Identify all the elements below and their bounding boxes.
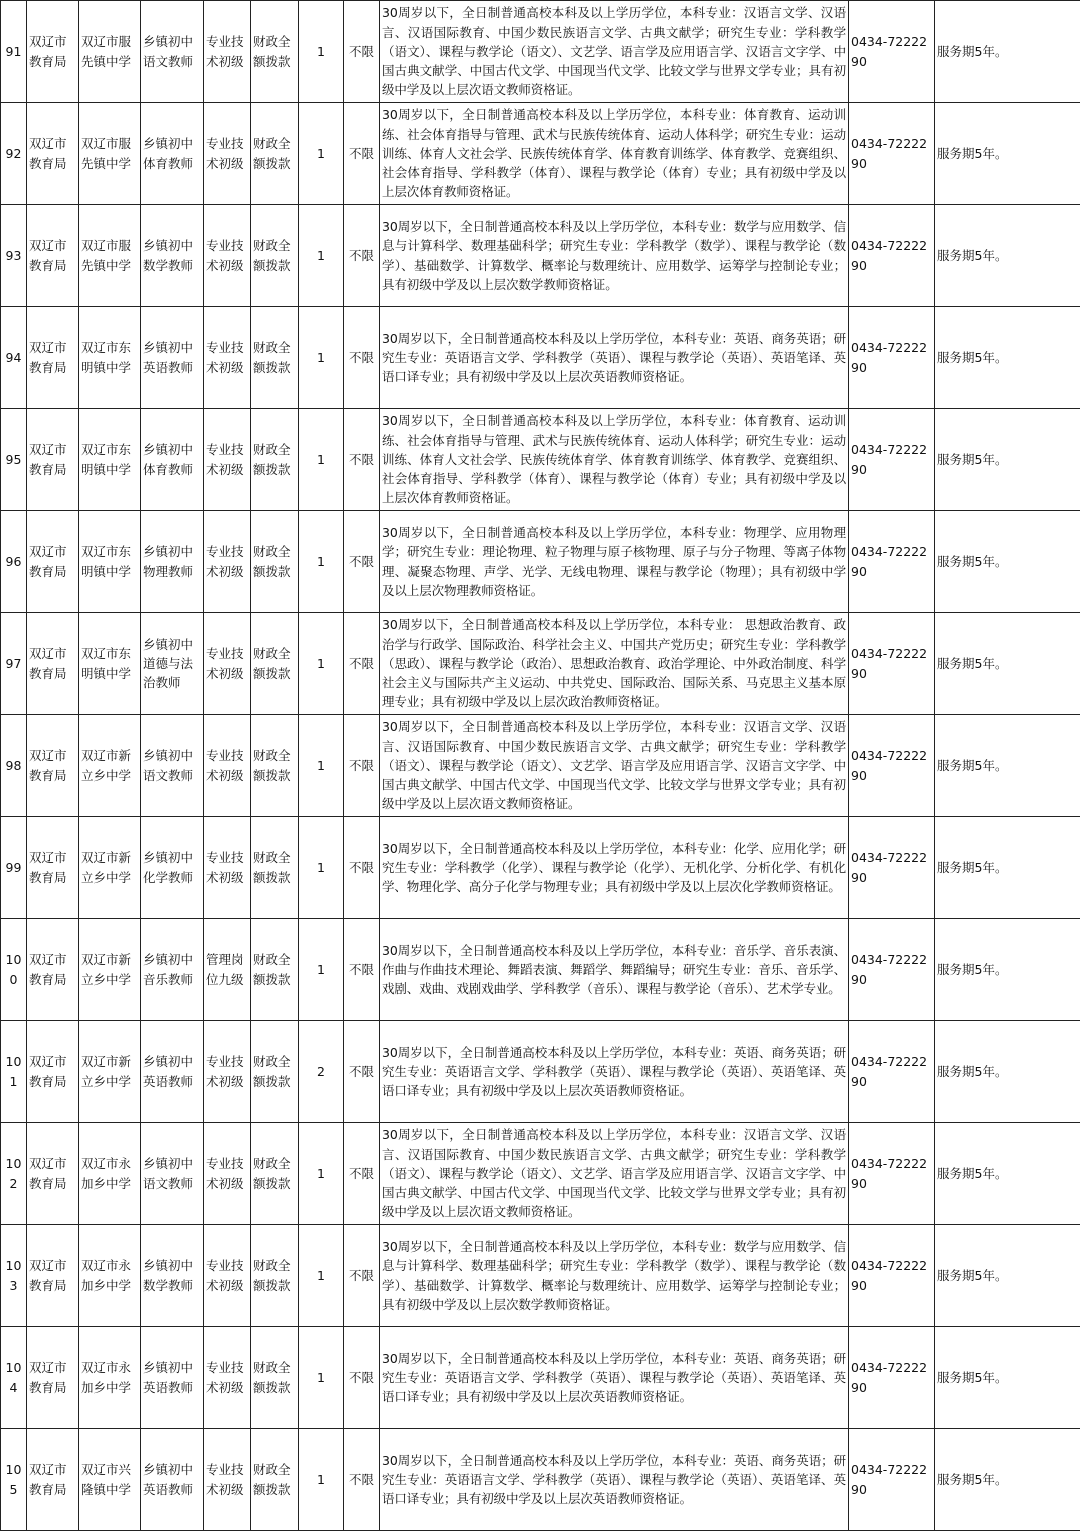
employer-cell: 双辽市东明镇中学 bbox=[79, 511, 141, 613]
department-cell: 双辽市教育局 bbox=[27, 409, 79, 511]
note-cell: 服务期5年。 bbox=[935, 1429, 1080, 1531]
row-number: 91 bbox=[1, 1, 27, 103]
headcount-cell: 1 bbox=[299, 205, 344, 307]
position-cell: 乡镇初中音乐教师 bbox=[141, 919, 204, 1021]
note-cell: 服务期5年。 bbox=[935, 613, 1080, 715]
department-cell: 双辽市教育局 bbox=[27, 919, 79, 1021]
restriction-cell: 不限 bbox=[344, 409, 380, 511]
table-body bbox=[1, 1, 1080, 1531]
restriction-cell: 不限 bbox=[344, 817, 380, 919]
headcount-cell: 1 bbox=[299, 1, 344, 103]
employer-cell: 双辽市东明镇中学 bbox=[79, 307, 141, 409]
phone-cell: 0434-7222290 bbox=[849, 511, 935, 613]
table-row bbox=[1, 1327, 1080, 1429]
position-cell: 乡镇初中物理教师 bbox=[141, 511, 204, 613]
department-cell: 双辽市教育局 bbox=[27, 1429, 79, 1531]
post-level-cell: 专业技术初级 bbox=[204, 511, 251, 613]
department-cell: 双辽市教育局 bbox=[27, 715, 79, 817]
position-cell: 乡镇初中英语教师 bbox=[141, 1429, 204, 1531]
note-cell: 服务期5年。 bbox=[935, 1327, 1080, 1429]
post-level-cell: 专业技术初级 bbox=[204, 1021, 251, 1123]
row-number: 101 bbox=[1, 1021, 27, 1123]
headcount-cell: 1 bbox=[299, 1123, 344, 1225]
table-row bbox=[1, 919, 1080, 1021]
post-level-cell: 专业技术初级 bbox=[204, 1225, 251, 1327]
restriction-cell: 不限 bbox=[344, 103, 380, 205]
position-cell: 乡镇初中英语教师 bbox=[141, 307, 204, 409]
position-cell: 乡镇初中体育教师 bbox=[141, 103, 204, 205]
funding-cell: 财政全额拨款 bbox=[251, 1, 299, 103]
position-cell: 乡镇初中语文教师 bbox=[141, 1123, 204, 1225]
headcount-cell: 1 bbox=[299, 511, 344, 613]
funding-cell: 财政全额拨款 bbox=[251, 307, 299, 409]
phone-cell: 0434-7222290 bbox=[849, 1327, 935, 1429]
requirements-cell: 30周岁以下，全日制普通高校本科及以上学历学位，本科专业：英语、商务英语；研究生专业：英语语言文学、学科教学（英语）、课程与教学论（英语）、英语笔译、英语口译专业；具有初级中学及以上层次英语教师资格证。 bbox=[380, 307, 849, 409]
restriction-cell: 不限 bbox=[344, 1123, 380, 1225]
department-cell: 双辽市教育局 bbox=[27, 511, 79, 613]
position-cell: 乡镇初中道德与法治教师 bbox=[141, 613, 204, 715]
headcount-cell: 1 bbox=[299, 103, 344, 205]
note-cell: 服务期5年。 bbox=[935, 1, 1080, 103]
phone-cell: 0434-7222290 bbox=[849, 613, 935, 715]
requirements-cell: 30周岁以下，全日制普通高校本科及以上学历学位，本科专业：数学与应用数学、信息与计算科学、数理基础科学；研究生专业：学科教学（数学）、课程与教学论（数学）、基础数学、计算数学、概率论与数理统计、应用数学、运筹学与控制论专业；具有初级中学及以上层次数学教师资格证。 bbox=[380, 1225, 849, 1327]
note-cell: 服务期5年。 bbox=[935, 1225, 1080, 1327]
table-row bbox=[1, 613, 1080, 715]
department-cell: 双辽市教育局 bbox=[27, 1327, 79, 1429]
position-cell: 乡镇初中数学教师 bbox=[141, 205, 204, 307]
funding-cell: 财政全额拨款 bbox=[251, 1327, 299, 1429]
headcount-cell: 1 bbox=[299, 1327, 344, 1429]
phone-cell: 0434-7222290 bbox=[849, 919, 935, 1021]
phone-cell: 0434-7222290 bbox=[849, 1021, 935, 1123]
department-cell: 双辽市教育局 bbox=[27, 1225, 79, 1327]
restriction-cell: 不限 bbox=[344, 307, 380, 409]
headcount-cell: 1 bbox=[299, 1429, 344, 1531]
phone-cell: 0434-7222290 bbox=[849, 1225, 935, 1327]
restriction-cell: 不限 bbox=[344, 1225, 380, 1327]
post-level-cell: 专业技术初级 bbox=[204, 205, 251, 307]
employer-cell: 双辽市新立乡中学 bbox=[79, 919, 141, 1021]
table-row bbox=[1, 1225, 1080, 1327]
department-cell: 双辽市教育局 bbox=[27, 205, 79, 307]
post-level-cell: 专业技术初级 bbox=[204, 103, 251, 205]
headcount-cell: 1 bbox=[299, 409, 344, 511]
employer-cell: 双辽市新立乡中学 bbox=[79, 1021, 141, 1123]
funding-cell: 财政全额拨款 bbox=[251, 511, 299, 613]
employer-cell: 双辽市东明镇中学 bbox=[79, 613, 141, 715]
note-cell: 服务期5年。 bbox=[935, 205, 1080, 307]
department-cell: 双辽市教育局 bbox=[27, 613, 79, 715]
note-cell: 服务期5年。 bbox=[935, 817, 1080, 919]
row-number: 95 bbox=[1, 409, 27, 511]
row-number: 104 bbox=[1, 1327, 27, 1429]
requirements-cell: 30周岁以下，全日制普通高校本科及以上学历学位，本科专业：英语、商务英语；研究生专业：英语语言文学、学科教学（英语）、课程与教学论（英语）、英语笔译、英语口译专业；具有初级中学及以上层次英语教师资格证。 bbox=[380, 1021, 849, 1123]
post-level-cell: 专业技术初级 bbox=[204, 817, 251, 919]
employer-cell: 双辽市永加乡中学 bbox=[79, 1327, 141, 1429]
funding-cell: 财政全额拨款 bbox=[251, 409, 299, 511]
phone-cell: 0434-7222290 bbox=[849, 1429, 935, 1531]
post-level-cell: 专业技术初级 bbox=[204, 715, 251, 817]
row-number: 103 bbox=[1, 1225, 27, 1327]
phone-cell: 0434-7222290 bbox=[849, 307, 935, 409]
requirements-cell: 30周岁以下，全日制普通高校本科及以上学历学位，本科专业：体育教育、运动训练、社会体育指导与管理、武术与民族传统体育、运动人体科学；研究生专业：运动训练、体育人文社会学、民族传统体育学、体育教育训练学、体育教学、竞赛组织、社会体育指导、学科教学（体育）、课程与教学论（体育）专业；具有初级中学及以上层次体育教师资格证。 bbox=[380, 409, 849, 511]
table-row bbox=[1, 307, 1080, 409]
employer-cell: 双辽市服先镇中学 bbox=[79, 205, 141, 307]
row-number: 102 bbox=[1, 1123, 27, 1225]
table-row bbox=[1, 715, 1080, 817]
requirements-cell: 30周岁以下，全日制普通高校本科及以上学历学位，本科专业：汉语言文学、汉语言、汉语国际教育、中国少数民族语言文学、古典文献学；研究生专业：学科教学（语文）、课程与教学论（语文）、文艺学、语言学及应用语言学、汉语言文字学、中国古典文献学、中国古代文学、中国现当代文学、比较文学与世界文学专业；具有初级中学及以上层次语文教师资格证。 bbox=[380, 1123, 849, 1225]
funding-cell: 财政全额拨款 bbox=[251, 715, 299, 817]
table-row bbox=[1, 103, 1080, 205]
requirements-cell: 30周岁以下，全日制普通高校本科及以上学历学位，本科专业：物理学、应用物理学；研究生专业：理论物理、粒子物理与原子核物理、原子与分子物理、等离子体物理、凝聚态物理、声学、光学、无线电物理、课程与教学论（物理）；具有初级中学及以上层次物理教师资格证。 bbox=[380, 511, 849, 613]
restriction-cell: 不限 bbox=[344, 1021, 380, 1123]
note-cell: 服务期5年。 bbox=[935, 307, 1080, 409]
note-cell: 服务期5年。 bbox=[935, 1021, 1080, 1123]
employer-cell: 双辽市兴隆镇中学 bbox=[79, 1429, 141, 1531]
row-number: 99 bbox=[1, 817, 27, 919]
note-cell: 服务期5年。 bbox=[935, 409, 1080, 511]
restriction-cell: 不限 bbox=[344, 715, 380, 817]
table-row bbox=[1, 511, 1080, 613]
requirements-cell: 30周岁以下，全日制普通高校本科及以上学历学位，本科专业：化学、应用化学；研究生专业：学科教学（化学）、课程与教学论（化学）、无机化学、分析化学、有机化学、物理化学、高分子化学与物理专业；具有初级中学及以上层次化学教师资格证。 bbox=[380, 817, 849, 919]
department-cell: 双辽市教育局 bbox=[27, 103, 79, 205]
row-number: 100 bbox=[1, 919, 27, 1021]
post-level-cell: 专业技术初级 bbox=[204, 1, 251, 103]
post-level-cell: 专业技术初级 bbox=[204, 1327, 251, 1429]
post-level-cell: 专业技术初级 bbox=[204, 409, 251, 511]
headcount-cell: 1 bbox=[299, 307, 344, 409]
headcount-cell: 1 bbox=[299, 715, 344, 817]
position-cell: 乡镇初中语文教师 bbox=[141, 1, 204, 103]
restriction-cell: 不限 bbox=[344, 511, 380, 613]
post-level-cell: 专业技术初级 bbox=[204, 1123, 251, 1225]
funding-cell: 财政全额拨款 bbox=[251, 919, 299, 1021]
phone-cell: 0434-7222290 bbox=[849, 409, 935, 511]
table-row bbox=[1, 1429, 1080, 1531]
employer-cell: 双辽市新立乡中学 bbox=[79, 817, 141, 919]
funding-cell: 财政全额拨款 bbox=[251, 205, 299, 307]
funding-cell: 财政全额拨款 bbox=[251, 103, 299, 205]
restriction-cell: 不限 bbox=[344, 1327, 380, 1429]
row-number: 92 bbox=[1, 103, 27, 205]
table-row bbox=[1, 1123, 1080, 1225]
headcount-cell: 1 bbox=[299, 919, 344, 1021]
phone-cell: 0434-7222290 bbox=[849, 1, 935, 103]
position-cell: 乡镇初中数学教师 bbox=[141, 1225, 204, 1327]
row-number: 93 bbox=[1, 205, 27, 307]
headcount-cell: 2 bbox=[299, 1021, 344, 1123]
requirements-cell: 30周岁以下，全日制普通高校本科及以上学历学位，本科专业： 思想政治教育、政治学与行政学、国际政治、科学社会主义、中国共产党历史；研究生专业：学科教学（思政）、课程与教学论（政治）、思想政治教育、政治学理论、中外政治制度、科学社会主义与国际共产主义运动、中共党史、国际政治、国际关系、马克思主义基本原理专业；具有初级中学及以上层次政治教师资格证。 bbox=[380, 613, 849, 715]
position-cell: 乡镇初中语文教师 bbox=[141, 715, 204, 817]
employer-cell: 双辽市服先镇中学 bbox=[79, 1, 141, 103]
employer-cell: 双辽市永加乡中学 bbox=[79, 1225, 141, 1327]
phone-cell: 0434-7222290 bbox=[849, 1123, 935, 1225]
note-cell: 服务期5年。 bbox=[935, 1123, 1080, 1225]
row-number: 98 bbox=[1, 715, 27, 817]
requirements-cell: 30周岁以下，全日制普通高校本科及以上学历学位，本科专业：汉语言文学、汉语言、汉语国际教育、中国少数民族语言文学、古典文献学；研究生专业：学科教学（语文）、课程与教学论（语文）、文艺学、语言学及应用语言学、汉语言文字学、中国古典文献学、中国古代文学、中国现当代文学、比较文学与世界文学专业；具有初级中学及以上层次语文教师资格证。 bbox=[380, 715, 849, 817]
headcount-cell: 1 bbox=[299, 817, 344, 919]
requirements-cell: 30周岁以下，全日制普通高校本科及以上学历学位，本科专业：汉语言文学、汉语言、汉语国际教育、中国少数民族语言文学、古典文献学；研究生专业：学科教学（语文）、课程与教学论（语文）、文艺学、语言学及应用语言学、汉语言文字学、中国古典文献学、中国古代文学、中国现当代文学、比较文学与世界文学专业；具有初级中学及以上层次语文教师资格证。 bbox=[380, 1, 849, 103]
requirements-cell: 30周岁以下，全日制普通高校本科及以上学历学位，本科专业：数学与应用数学、信息与计算科学、数理基础科学；研究生专业：学科教学（数学）、课程与教学论（数学）、基础数学、计算数学、概率论与数理统计、应用数学、运筹学与控制论专业；具有初级中学及以上层次数学教师资格证。 bbox=[380, 205, 849, 307]
funding-cell: 财政全额拨款 bbox=[251, 1123, 299, 1225]
phone-cell: 0434-7222290 bbox=[849, 817, 935, 919]
table-row bbox=[1, 817, 1080, 919]
table-row bbox=[1, 1021, 1080, 1123]
restriction-cell: 不限 bbox=[344, 205, 380, 307]
post-level-cell: 管理岗位九级 bbox=[204, 919, 251, 1021]
row-number: 105 bbox=[1, 1429, 27, 1531]
requirements-cell: 30周岁以下，全日制普通高校本科及以上学历学位，本科专业：英语、商务英语；研究生专业：英语语言文学、学科教学（英语）、课程与教学论（英语）、英语笔译、英语口译专业；具有初级中学及以上层次英语教师资格证。 bbox=[380, 1429, 849, 1531]
department-cell: 双辽市教育局 bbox=[27, 1021, 79, 1123]
row-number: 94 bbox=[1, 307, 27, 409]
note-cell: 服务期5年。 bbox=[935, 103, 1080, 205]
restriction-cell: 不限 bbox=[344, 613, 380, 715]
employer-cell: 双辽市服先镇中学 bbox=[79, 103, 141, 205]
table-row bbox=[1, 409, 1080, 511]
position-cell: 乡镇初中英语教师 bbox=[141, 1021, 204, 1123]
headcount-cell: 1 bbox=[299, 613, 344, 715]
department-cell: 双辽市教育局 bbox=[27, 307, 79, 409]
row-number: 97 bbox=[1, 613, 27, 715]
employer-cell: 双辽市东明镇中学 bbox=[79, 409, 141, 511]
department-cell: 双辽市教育局 bbox=[27, 817, 79, 919]
note-cell: 服务期5年。 bbox=[935, 715, 1080, 817]
table-row bbox=[1, 205, 1080, 307]
row-number: 96 bbox=[1, 511, 27, 613]
position-cell: 乡镇初中体育教师 bbox=[141, 409, 204, 511]
funding-cell: 财政全额拨款 bbox=[251, 613, 299, 715]
requirements-cell: 30周岁以下，全日制普通高校本科及以上学历学位，本科专业：音乐学、音乐表演、作曲与作曲技术理论、舞蹈表演、舞蹈学、舞蹈编导；研究生专业：音乐、音乐学、戏剧、戏曲、戏剧戏曲学、学科教学（音乐）、课程与教学论（音乐）、艺术学专业。 bbox=[380, 919, 849, 1021]
table-row bbox=[1, 1, 1080, 103]
requirements-cell: 30周岁以下，全日制普通高校本科及以上学历学位，本科专业：英语、商务英语；研究生专业：英语语言文学、学科教学（英语）、课程与教学论（英语）、英语笔译、英语口译专业；具有初级中学及以上层次英语教师资格证。 bbox=[380, 1327, 849, 1429]
post-level-cell: 专业技术初级 bbox=[204, 307, 251, 409]
post-level-cell: 专业技术初级 bbox=[204, 1429, 251, 1531]
phone-cell: 0434-7222290 bbox=[849, 715, 935, 817]
position-cell: 乡镇初中英语教师 bbox=[141, 1327, 204, 1429]
post-level-cell: 专业技术初级 bbox=[204, 613, 251, 715]
headcount-cell: 1 bbox=[299, 1225, 344, 1327]
restriction-cell: 不限 bbox=[344, 1429, 380, 1531]
phone-cell: 0434-7222290 bbox=[849, 103, 935, 205]
funding-cell: 财政全额拨款 bbox=[251, 1225, 299, 1327]
position-cell: 乡镇初中化学教师 bbox=[141, 817, 204, 919]
restriction-cell: 不限 bbox=[344, 1, 380, 103]
note-cell: 服务期5年。 bbox=[935, 511, 1080, 613]
note-cell: 服务期5年。 bbox=[935, 919, 1080, 1021]
funding-cell: 财政全额拨款 bbox=[251, 1021, 299, 1123]
funding-cell: 财政全额拨款 bbox=[251, 1429, 299, 1531]
restriction-cell: 不限 bbox=[344, 919, 380, 1021]
funding-cell: 财政全额拨款 bbox=[251, 817, 299, 919]
department-cell: 双辽市教育局 bbox=[27, 1, 79, 103]
employer-cell: 双辽市新立乡中学 bbox=[79, 715, 141, 817]
employer-cell: 双辽市永加乡中学 bbox=[79, 1123, 141, 1225]
requirements-cell: 30周岁以下，全日制普通高校本科及以上学历学位，本科专业：体育教育、运动训练、社会体育指导与管理、武术与民族传统体育、运动人体科学；研究生专业：运动训练、体育人文社会学、民族传统体育学、体育教育训练学、体育教学、竞赛组织、社会体育指导、学科教学（体育）、课程与教学论（体育）专业；具有初级中学及以上层次体育教师资格证。 bbox=[380, 103, 849, 205]
phone-cell: 0434-7222290 bbox=[849, 205, 935, 307]
department-cell: 双辽市教育局 bbox=[27, 1123, 79, 1225]
